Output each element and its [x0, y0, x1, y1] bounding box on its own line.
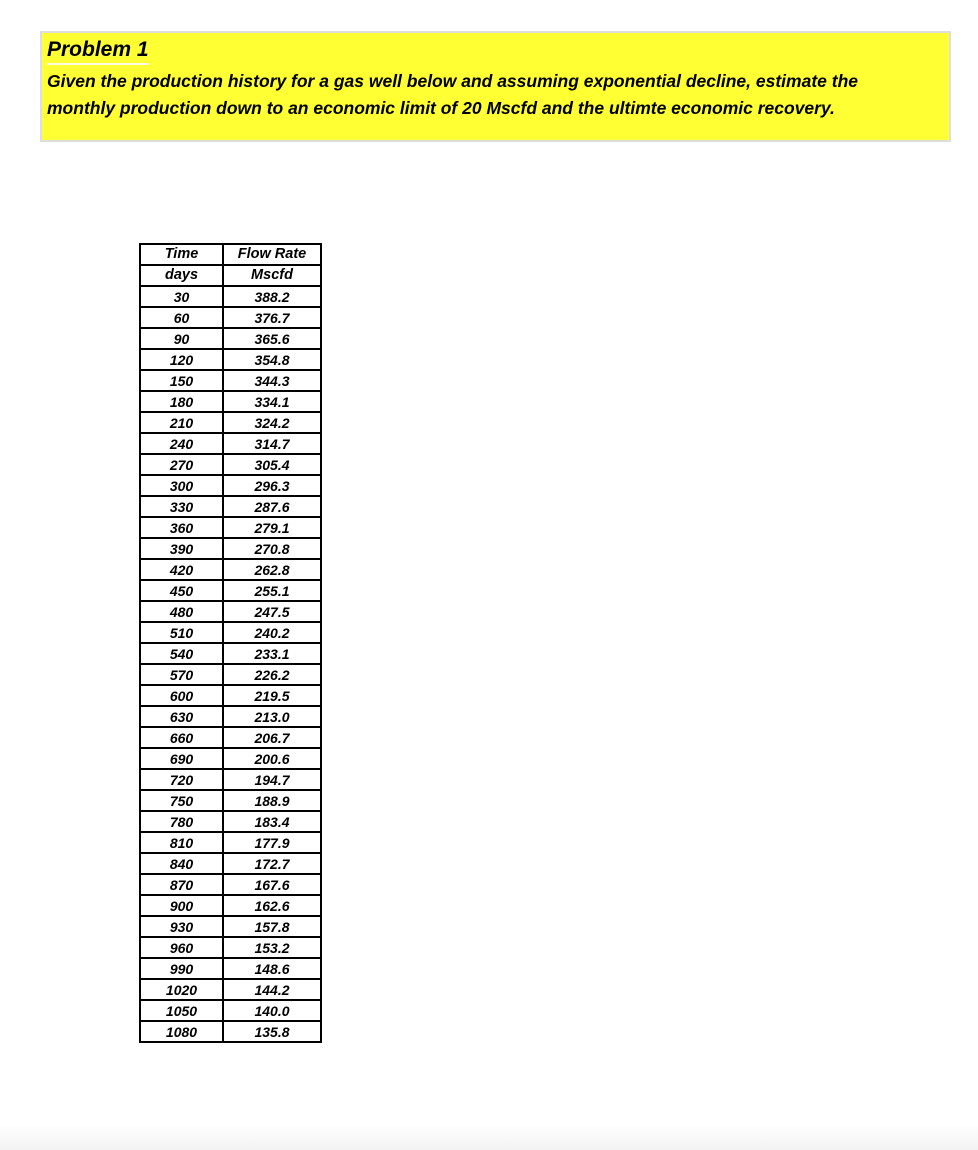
- table-row: [140, 517, 321, 538]
- cell-time: 690: [140, 748, 223, 769]
- cell-time: 420: [140, 559, 223, 580]
- table-head: [140, 244, 321, 286]
- cell-flow-rate: 206.7: [223, 727, 321, 748]
- table-row: [140, 874, 321, 895]
- cell-time: 540: [140, 643, 223, 664]
- cell-time: 450: [140, 580, 223, 601]
- cell-flow-rate: 314.7: [223, 433, 321, 454]
- table-row: [140, 349, 321, 370]
- cell-flow-rate: 140.0: [223, 1000, 321, 1021]
- table-units-row: [140, 265, 321, 286]
- cell-flow-rate: 388.2: [223, 286, 321, 307]
- cell-flow-rate: 167.6: [223, 874, 321, 895]
- cell-time: 960: [140, 937, 223, 958]
- cell-time: 630: [140, 706, 223, 727]
- cell-flow-rate: 148.6: [223, 958, 321, 979]
- cell-flow-rate: 279.1: [223, 517, 321, 538]
- cell-time: 240: [140, 433, 223, 454]
- table-row: [140, 601, 321, 622]
- cell-flow-rate: 344.3: [223, 370, 321, 391]
- table-row: [140, 979, 321, 1000]
- table-row: [140, 496, 321, 517]
- cell-flow-rate: 194.7: [223, 769, 321, 790]
- page-bottom-shade: [0, 1124, 978, 1150]
- table-row: [140, 748, 321, 769]
- cell-flow-rate: 240.2: [223, 622, 321, 643]
- cell-time: 300: [140, 475, 223, 496]
- table-row: [140, 916, 321, 937]
- table-row: [140, 643, 321, 664]
- cell-flow-rate: 334.1: [223, 391, 321, 412]
- problem-title: Problem 1: [47, 37, 149, 65]
- table-header-row: [140, 244, 321, 265]
- problem-body-line-1: Given the production history for a gas well below and assuming exponential decline, estimate the: [47, 71, 858, 92]
- table-row: [140, 622, 321, 643]
- table-row: [140, 685, 321, 706]
- cell-flow-rate: 354.8: [223, 349, 321, 370]
- cell-flow-rate: 287.6: [223, 496, 321, 517]
- header-flow-rate: Flow Rate: [223, 244, 321, 265]
- cell-flow-rate: 365.6: [223, 328, 321, 349]
- cell-flow-rate: 162.6: [223, 895, 321, 916]
- table-row: [140, 328, 321, 349]
- cell-time: 840: [140, 853, 223, 874]
- cell-flow-rate: 144.2: [223, 979, 321, 1000]
- cell-time: 900: [140, 895, 223, 916]
- cell-time: 930: [140, 916, 223, 937]
- table-row: [140, 580, 321, 601]
- table-row: [140, 370, 321, 391]
- table-row: [140, 286, 321, 307]
- table-row: [140, 412, 321, 433]
- table-row: [140, 1021, 321, 1042]
- problem-body-line-2: monthly production down to an economic limit of 20 Mscfd and the ultimte economic recovery.: [47, 97, 835, 118]
- cell-time: 270: [140, 454, 223, 475]
- cell-time: 1020: [140, 979, 223, 1000]
- cell-time: 510: [140, 622, 223, 643]
- table-row: [140, 454, 321, 475]
- unit-days: days: [140, 265, 223, 286]
- cell-time: 210: [140, 412, 223, 433]
- cell-flow-rate: 153.2: [223, 937, 321, 958]
- cell-time: 150: [140, 370, 223, 391]
- cell-flow-rate: 177.9: [223, 832, 321, 853]
- table-row: [140, 433, 321, 454]
- cell-flow-rate: 157.8: [223, 916, 321, 937]
- cell-flow-rate: 226.2: [223, 664, 321, 685]
- cell-time: 1050: [140, 1000, 223, 1021]
- cell-time: 660: [140, 727, 223, 748]
- cell-flow-rate: 213.0: [223, 706, 321, 727]
- table-row: [140, 895, 321, 916]
- table-row: [140, 811, 321, 832]
- table-row: [140, 769, 321, 790]
- table-row: [140, 958, 321, 979]
- cell-time: 810: [140, 832, 223, 853]
- cell-time: 90: [140, 328, 223, 349]
- cell-flow-rate: 255.1: [223, 580, 321, 601]
- table-row: [140, 727, 321, 748]
- cell-time: 720: [140, 769, 223, 790]
- cell-time: 60: [140, 307, 223, 328]
- cell-time: 600: [140, 685, 223, 706]
- cell-flow-rate: 200.6: [223, 748, 321, 769]
- cell-flow-rate: 183.4: [223, 811, 321, 832]
- cell-time: 990: [140, 958, 223, 979]
- cell-time: 870: [140, 874, 223, 895]
- table-row: [140, 307, 321, 328]
- cell-flow-rate: 324.2: [223, 412, 321, 433]
- table-row: [140, 664, 321, 685]
- table-row: [140, 391, 321, 412]
- cell-flow-rate: 247.5: [223, 601, 321, 622]
- cell-time: 30: [140, 286, 223, 307]
- cell-time: 120: [140, 349, 223, 370]
- cell-flow-rate: 296.3: [223, 475, 321, 496]
- cell-flow-rate: 233.1: [223, 643, 321, 664]
- table-body: [140, 286, 321, 1042]
- table-row: [140, 538, 321, 559]
- cell-flow-rate: 172.7: [223, 853, 321, 874]
- table-row: [140, 706, 321, 727]
- header-time: Time: [140, 244, 223, 265]
- table-row: [140, 937, 321, 958]
- cell-time: 1080: [140, 1021, 223, 1042]
- table-row: [140, 790, 321, 811]
- cell-time: 570: [140, 664, 223, 685]
- cell-flow-rate: 305.4: [223, 454, 321, 475]
- cell-flow-rate: 135.8: [223, 1021, 321, 1042]
- cell-time: 750: [140, 790, 223, 811]
- table-row: [140, 475, 321, 496]
- table-row: [140, 559, 321, 580]
- table-row: [140, 853, 321, 874]
- cell-time: 780: [140, 811, 223, 832]
- cell-time: 390: [140, 538, 223, 559]
- problem-statement-box: [40, 31, 951, 142]
- table-row: [140, 1000, 321, 1021]
- table-row: [140, 832, 321, 853]
- production-history-table: [139, 243, 322, 1043]
- cell-flow-rate: 262.8: [223, 559, 321, 580]
- cell-time: 360: [140, 517, 223, 538]
- cell-flow-rate: 188.9: [223, 790, 321, 811]
- cell-time: 480: [140, 601, 223, 622]
- cell-time: 330: [140, 496, 223, 517]
- unit-mscfd: Mscfd: [223, 265, 321, 286]
- cell-time: 180: [140, 391, 223, 412]
- cell-flow-rate: 219.5: [223, 685, 321, 706]
- cell-flow-rate: 270.8: [223, 538, 321, 559]
- cell-flow-rate: 376.7: [223, 307, 321, 328]
